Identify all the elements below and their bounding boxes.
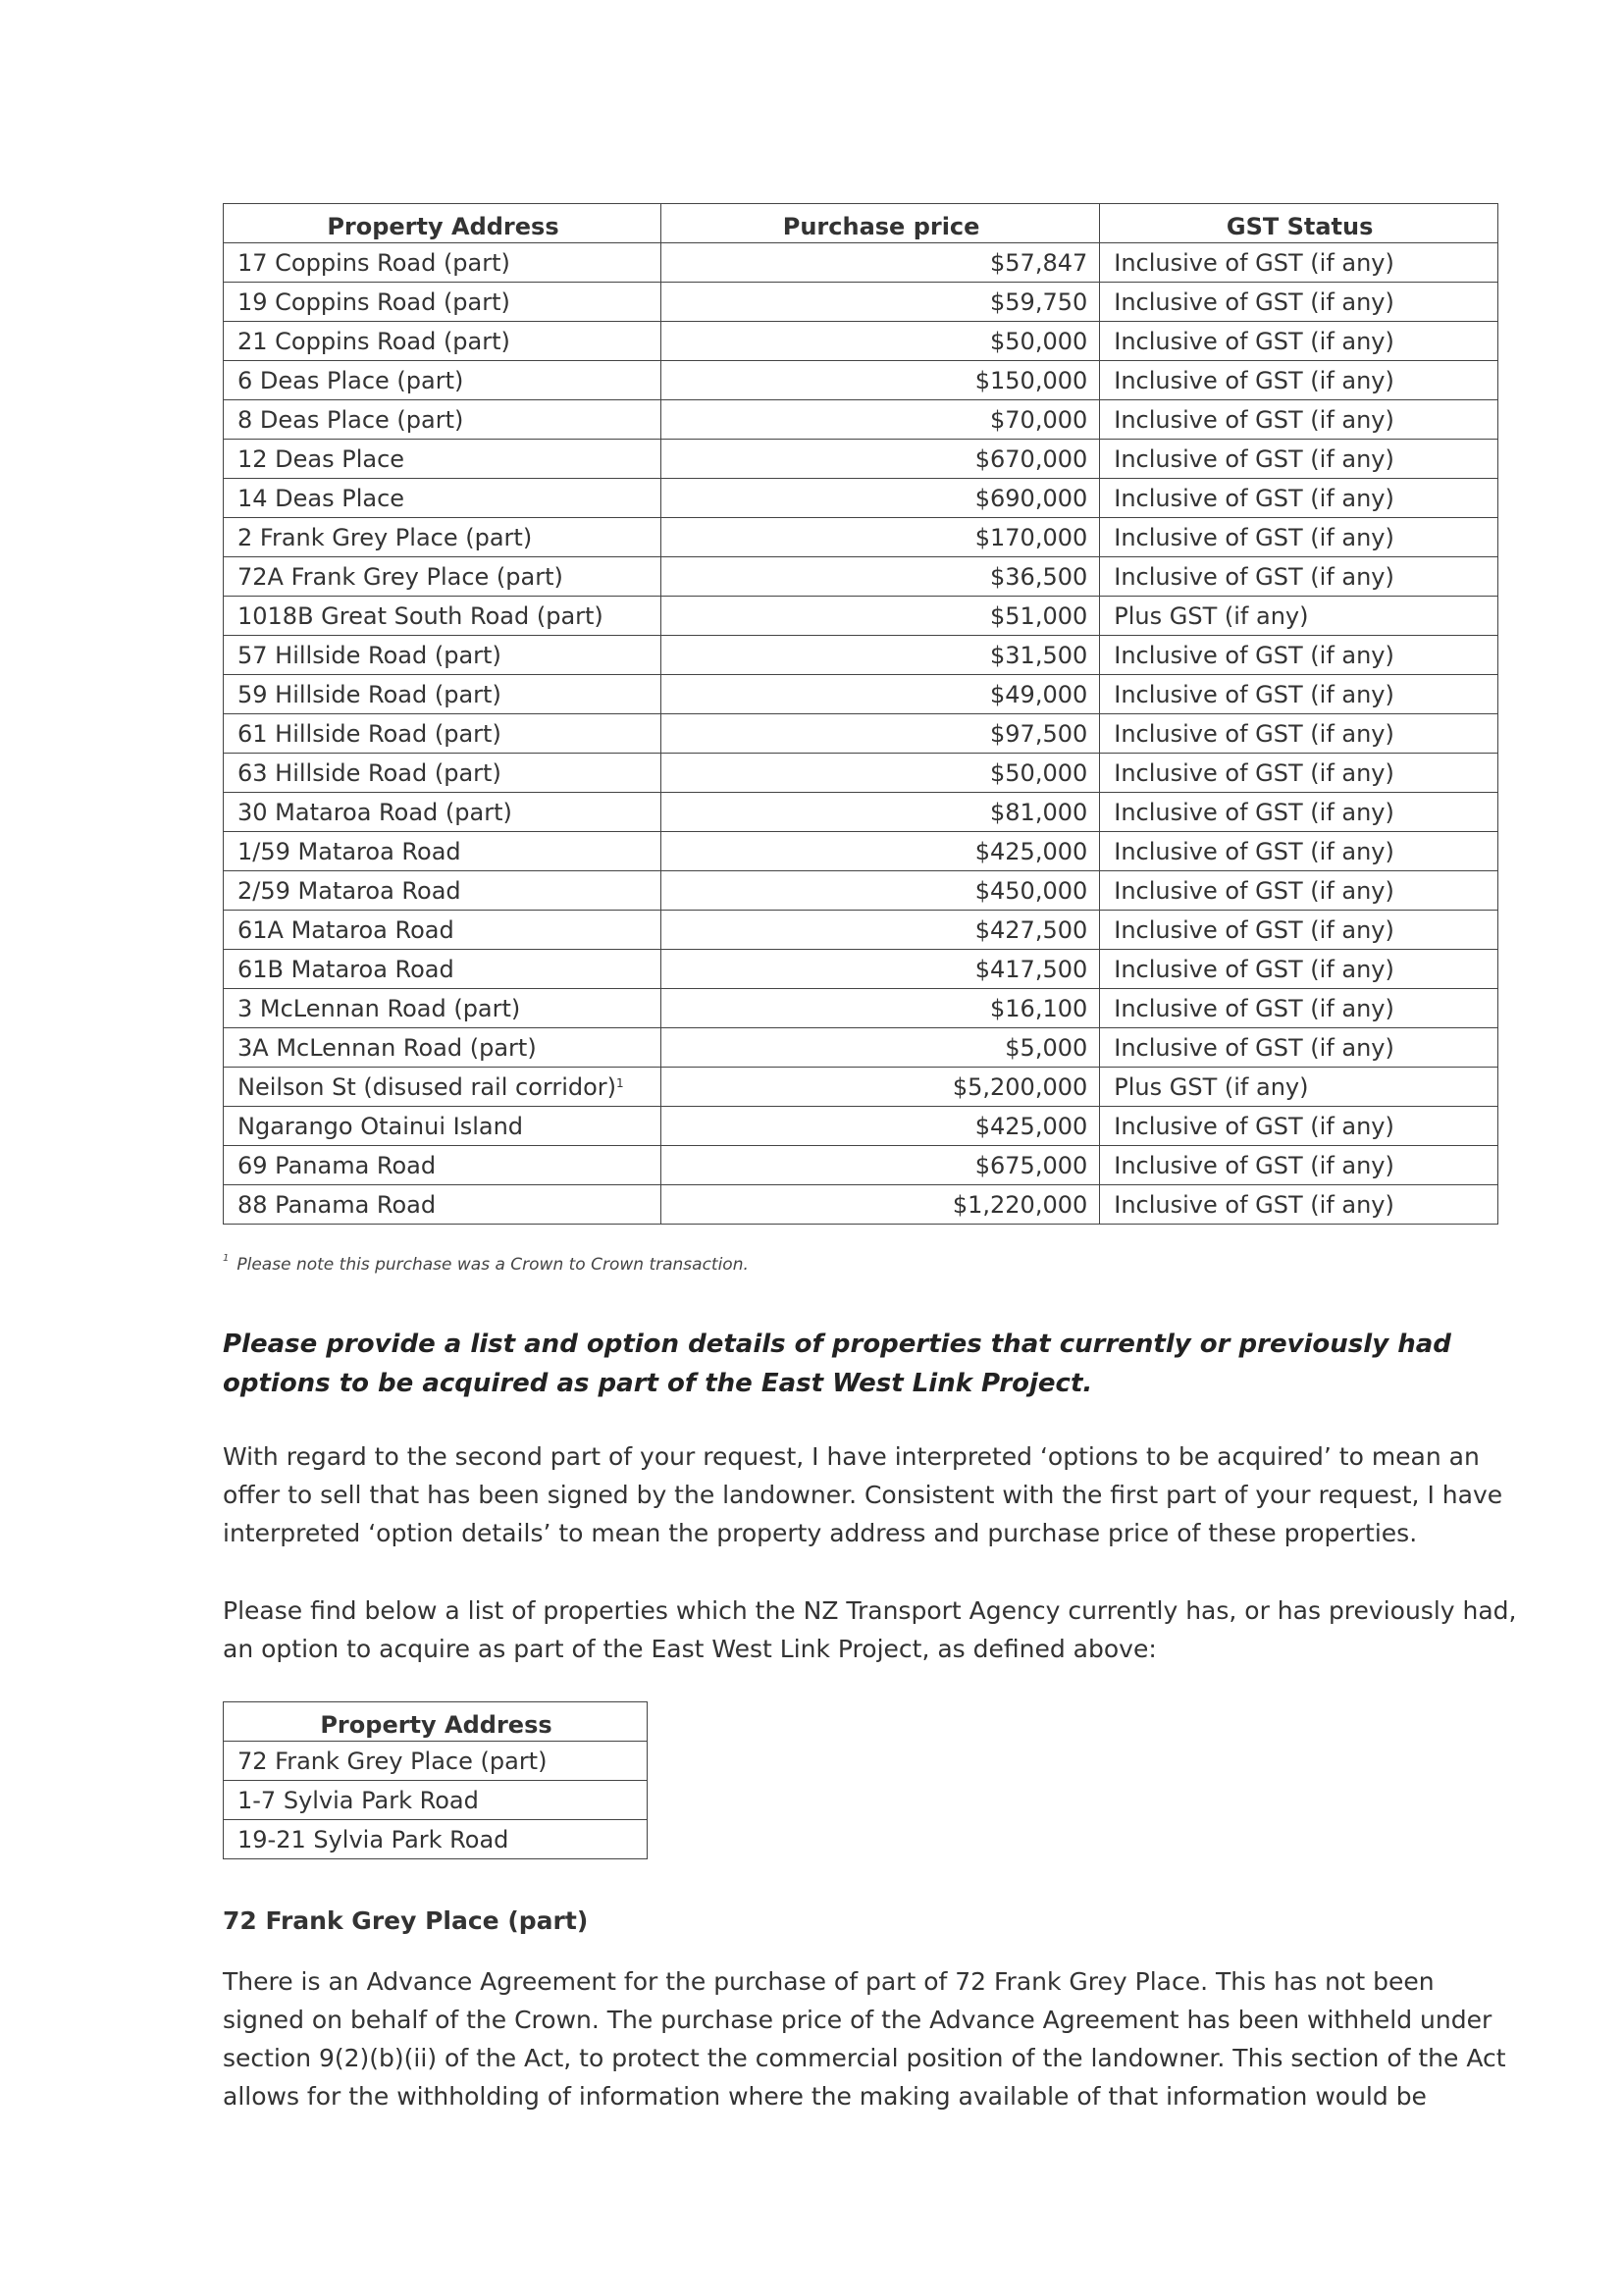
cell-price: $425,000 — [660, 832, 1099, 871]
cell-price: $16,100 — [660, 989, 1099, 1028]
address-text: 14 Deas Place — [237, 484, 405, 512]
cell-price: $49,000 — [660, 675, 1099, 714]
cell-gst-status: Inclusive of GST (if any) — [1100, 283, 1498, 322]
cell-price: $5,200,000 — [660, 1068, 1099, 1107]
table-row — [224, 557, 1498, 597]
cell-address — [224, 871, 661, 911]
cell-price: $31,500 — [660, 636, 1099, 675]
address-text: Ngarango Otainui Island — [237, 1112, 524, 1140]
column-header-price: Purchase price — [660, 204, 1099, 243]
purchase-price-table — [223, 203, 1498, 1225]
cell-gst-status: Inclusive of GST (if any) — [1100, 636, 1498, 675]
table-row — [224, 832, 1498, 871]
paragraph-interpretation: With regard to the second part of your request, I have interpreted ‘options to be acquired’ to mean an offer to sell that has been signed by the landowner. Consistent with the first part of your request, I have interpreted ‘option details’ to mean the property address and purchase price of these properties. — [223, 1442, 1503, 1547]
address-text: 1018B Great South Road (part) — [237, 601, 603, 630]
cell-price: $425,000 — [660, 1107, 1099, 1146]
cell-price: $59,750 — [660, 283, 1099, 322]
paragraph-advance-agreement: There is an Advance Agreement for the purchase of part of 72 Frank Grey Place. This has not been signed on behalf of the Crown. The purchase price of the Advance Agreement has been withheld under section 9(2)(b)(ii) of the Act, to protect the commercial position of the landowner. This section of the Act allows for the withholding of information where the making available of that information would be — [223, 1967, 1506, 2111]
cell-price: $150,000 — [660, 361, 1099, 400]
cell-address — [224, 714, 661, 754]
cell-gst-status: Plus GST (if any) — [1100, 597, 1498, 636]
cell-address — [224, 400, 661, 440]
cell-address — [224, 911, 661, 950]
address-text: 61A Mataroa Road — [237, 915, 454, 944]
table-row — [224, 440, 1498, 479]
cell-address — [224, 557, 661, 597]
cell-address: 72 Frank Grey Place (part) — [224, 1742, 648, 1781]
cell-gst-status: Inclusive of GST (if any) — [1100, 871, 1498, 911]
address-text: 21 Coppins Road (part) — [237, 327, 510, 355]
cell-address — [224, 518, 661, 557]
cell-price: $417,500 — [660, 950, 1099, 989]
table-row — [224, 597, 1498, 636]
cell-address — [224, 989, 661, 1028]
address-text: 69 Panama Road — [237, 1151, 437, 1179]
table-row — [224, 322, 1498, 361]
cell-price: $1,220,000 — [660, 1185, 1099, 1225]
cell-address — [224, 793, 661, 832]
cell-price: $675,000 — [660, 1146, 1099, 1185]
cell-address — [224, 636, 661, 675]
cell-address — [224, 754, 661, 793]
cell-gst-status: Inclusive of GST (if any) — [1100, 322, 1498, 361]
cell-price: $50,000 — [660, 322, 1099, 361]
table-row — [224, 911, 1498, 950]
column-header-gst: GST Status — [1100, 204, 1498, 243]
table-row — [224, 793, 1498, 832]
cell-gst-status: Inclusive of GST (if any) — [1100, 1107, 1498, 1146]
cell-address: 19-21 Sylvia Park Road — [224, 1820, 648, 1859]
cell-gst-status: Inclusive of GST (if any) — [1100, 400, 1498, 440]
cell-price: $50,000 — [660, 754, 1099, 793]
table-row — [224, 1028, 1498, 1068]
table-row — [224, 1820, 648, 1859]
cell-address — [224, 1068, 661, 1107]
cell-address — [224, 1107, 661, 1146]
footnote-text: Please note this purchase was a Crown to Crown transaction. — [236, 1255, 749, 1275]
table-row — [224, 1185, 1498, 1225]
table-row — [224, 989, 1498, 1028]
cell-price: $170,000 — [660, 518, 1099, 557]
table-row — [224, 400, 1498, 440]
address-text: 63 Hillside Road (part) — [237, 758, 501, 787]
address-text: 72A Frank Grey Place (part) — [237, 562, 563, 591]
footnote-reference: 1 — [616, 1075, 624, 1090]
address-text: 2/59 Mataroa Road — [237, 876, 461, 905]
address-text: 6 Deas Place (part) — [237, 366, 464, 394]
cell-address — [224, 832, 661, 871]
cell-address — [224, 322, 661, 361]
cell-address — [224, 361, 661, 400]
cell-price: $450,000 — [660, 871, 1099, 911]
table-row — [224, 283, 1498, 322]
cell-gst-status: Inclusive of GST (if any) — [1100, 518, 1498, 557]
cell-gst-status: Inclusive of GST (if any) — [1100, 243, 1498, 283]
cell-gst-status: Inclusive of GST (if any) — [1100, 361, 1498, 400]
table-row — [224, 479, 1498, 518]
cell-gst-status: Inclusive of GST (if any) — [1100, 793, 1498, 832]
table-row — [224, 1068, 1498, 1107]
cell-gst-status: Inclusive of GST (if any) — [1100, 754, 1498, 793]
cell-address — [224, 950, 661, 989]
cell-address — [224, 1028, 661, 1068]
cell-price: $427,500 — [660, 911, 1099, 950]
cell-address — [224, 440, 661, 479]
cell-gst-status: Inclusive of GST (if any) — [1100, 1146, 1498, 1185]
address-text: 30 Mataroa Road (part) — [237, 798, 512, 826]
cell-address: 1-7 Sylvia Park Road — [224, 1781, 648, 1820]
cell-gst-status: Inclusive of GST (if any) — [1100, 832, 1498, 871]
address-text: 57 Hillside Road (part) — [237, 641, 501, 669]
table-row — [224, 243, 1498, 283]
address-text: 1/59 Mataroa Road — [237, 837, 461, 865]
cell-price: $5,000 — [660, 1028, 1099, 1068]
cell-address — [224, 243, 661, 283]
paragraph-list-intro: Please find below a list of properties which the NZ Transport Agency currently has, or has previously had, an option to acquire as part of the East West Link Project, as defined above: — [223, 1596, 1517, 1663]
cell-gst-status: Inclusive of GST (if any) — [1100, 1028, 1498, 1068]
table-row — [224, 871, 1498, 911]
cell-address — [224, 675, 661, 714]
table-row — [224, 1146, 1498, 1185]
address-text: 88 Panama Road — [237, 1190, 437, 1219]
address-text: 61 Hillside Road (part) — [237, 719, 501, 748]
address-text: 12 Deas Place — [237, 444, 405, 473]
table-row — [224, 636, 1498, 675]
cell-price: $70,000 — [660, 400, 1099, 440]
section-subheading: 72 Frank Grey Place (part) — [223, 1906, 589, 1935]
cell-gst-status: Inclusive of GST (if any) — [1100, 440, 1498, 479]
cell-price: $51,000 — [660, 597, 1099, 636]
cell-price: $97,500 — [660, 714, 1099, 754]
cell-address — [224, 597, 661, 636]
cell-gst-status: Inclusive of GST (if any) — [1100, 1185, 1498, 1225]
footnote-marker: 1 — [223, 1253, 230, 1264]
column-header-address: Property Address — [224, 204, 661, 243]
address-text: 19 Coppins Road (part) — [237, 287, 510, 316]
cell-gst-status: Inclusive of GST (if any) — [1100, 675, 1498, 714]
cell-gst-status: Inclusive of GST (if any) — [1100, 557, 1498, 597]
option-table-body — [224, 1742, 648, 1859]
address-text: 59 Hillside Road (part) — [237, 680, 501, 708]
footnote — [223, 1255, 749, 1275]
cell-address — [224, 1146, 661, 1185]
address-text: 3 McLennan Road (part) — [237, 994, 521, 1022]
cell-gst-status: Inclusive of GST (if any) — [1100, 950, 1498, 989]
cell-price: $36,500 — [660, 557, 1099, 597]
table-row — [224, 714, 1498, 754]
address-text: Neilson St (disused rail corridor) — [237, 1072, 617, 1101]
table-row — [224, 361, 1498, 400]
purchase-table-body — [224, 243, 1498, 1225]
column-header-address: Property Address — [224, 1702, 648, 1742]
table-row — [224, 754, 1498, 793]
address-text: 3A McLennan Road (part) — [237, 1033, 537, 1062]
cell-gst-status: Inclusive of GST (if any) — [1100, 479, 1498, 518]
option-properties-table — [223, 1701, 648, 1859]
table-header-row — [224, 1702, 648, 1742]
cell-price: $81,000 — [660, 793, 1099, 832]
table-row — [224, 675, 1498, 714]
cell-address — [224, 479, 661, 518]
cell-gst-status: Inclusive of GST (if any) — [1100, 714, 1498, 754]
address-text: 8 Deas Place (part) — [237, 405, 464, 434]
table-row — [224, 950, 1498, 989]
cell-gst-status: Inclusive of GST (if any) — [1100, 911, 1498, 950]
cell-address — [224, 283, 661, 322]
cell-price: $57,847 — [660, 243, 1099, 283]
address-text: 17 Coppins Road (part) — [237, 248, 510, 277]
cell-price: $670,000 — [660, 440, 1099, 479]
cell-address — [224, 1185, 661, 1225]
address-text: 61B Mataroa Road — [237, 955, 454, 983]
cell-price: $690,000 — [660, 479, 1099, 518]
table-row — [224, 1107, 1498, 1146]
request-question: Please provide a list and option details of properties that currently or previously had options to be acquired as part of the East West Link Project. — [223, 1330, 1451, 1398]
table-header-row — [224, 204, 1498, 243]
cell-gst-status: Plus GST (if any) — [1100, 1068, 1498, 1107]
table-row — [224, 1781, 648, 1820]
cell-gst-status: Inclusive of GST (if any) — [1100, 989, 1498, 1028]
table-row — [224, 518, 1498, 557]
address-text: 2 Frank Grey Place (part) — [237, 523, 533, 551]
table-row — [224, 1742, 648, 1781]
